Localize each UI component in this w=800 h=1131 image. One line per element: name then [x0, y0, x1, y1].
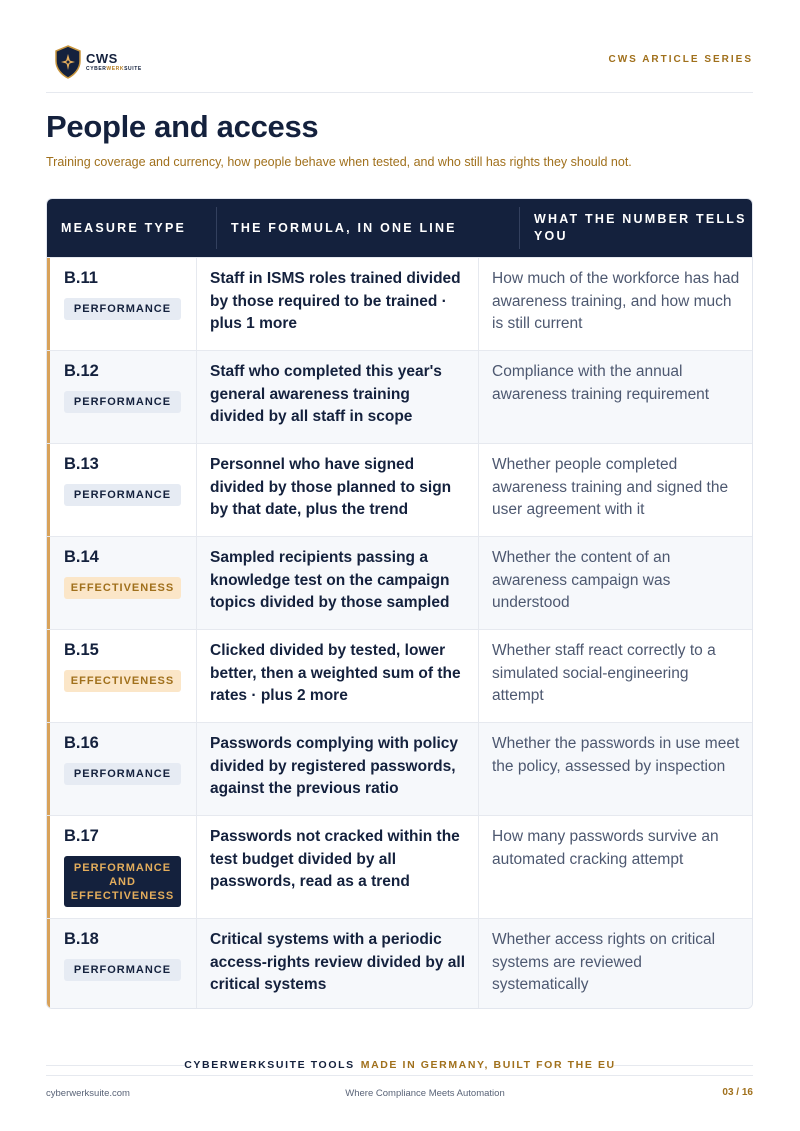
measure-type-badge: EFFECTIVENESS: [64, 577, 181, 599]
row-accent-bar: [47, 919, 50, 1009]
measure-meaning: Whether the passwords in use meet the policy, assessed by inspection: [492, 735, 740, 775]
measure-type-badge: PERFORMANCE AND EFFECTIVENESS: [64, 856, 181, 907]
measure-code: B.16: [64, 734, 99, 752]
article-series-label: CWS ARTICLE SERIES: [608, 54, 753, 65]
logo-subtitle: CYBERWERKSUITE: [86, 65, 142, 72]
measure-type-badge: PERFORMANCE: [64, 298, 181, 320]
table-row: [47, 536, 752, 629]
page-title: People and access: [46, 109, 319, 144]
measure-meaning: Whether people completed awareness training and signed the user agreement with it: [492, 456, 729, 519]
measure-code: B.17: [64, 827, 99, 845]
measure-meaning: How much of the workforce has had awareness training, and how much is still current: [492, 270, 740, 333]
brand-logo[interactable]: [54, 45, 142, 79]
measure-code: B.11: [64, 269, 98, 287]
row-accent-bar: [47, 816, 50, 918]
measure-formula: Staff in ISMS roles trained divided by those required to be trained · plus 1 more: [210, 270, 461, 333]
footer-brand: CYBERWERKSUITE TOOLS MADE IN GERMANY, BUILT FOR THE EU: [184, 1059, 616, 1071]
logo-wordmark: CWS: [86, 50, 118, 66]
measure-code: B.12: [64, 362, 99, 380]
measure-code: B.13: [64, 455, 99, 473]
row-accent-bar: [47, 630, 50, 722]
measure-meaning: Whether staff react correctly to a simulated social-engineering attempt: [492, 642, 716, 705]
measure-code: B.14: [64, 548, 99, 566]
footer-rule: [46, 1075, 753, 1076]
measure-type-badge: PERFORMANCE: [64, 391, 181, 413]
measure-type-badge: PERFORMANCE: [64, 484, 181, 506]
table-row: [47, 722, 752, 815]
page-number: 03 / 16: [722, 1087, 753, 1098]
measure-code: B.18: [64, 930, 99, 948]
measure-meaning: How many passwords survive an automated cracking attempt: [492, 828, 719, 868]
table-row: [47, 629, 752, 722]
row-accent-bar: [47, 723, 50, 815]
table-row: [47, 257, 752, 350]
measure-type-badge: EFFECTIVENESS: [64, 670, 181, 692]
measure-formula: Clicked divided by tested, lower better, then a weighted sum of the rates · plus 2 more: [210, 642, 461, 705]
measure-type-badge: PERFORMANCE: [64, 763, 181, 785]
measure-formula: Passwords not cracked within the test budget divided by all passwords, read as a trend: [210, 828, 460, 891]
table-row: [47, 815, 752, 918]
measure-formula: Critical systems with a periodic access-rights review divided by all critical systems: [210, 931, 466, 994]
shield-icon: [54, 45, 82, 79]
column-header-measure-type: MEASURE TYPE: [61, 220, 187, 235]
measure-formula: Personnel who have signed divided by those planned to sign by that date, plus the trend: [210, 456, 452, 519]
measure-meaning: Whether access rights on critical systems are reviewed systematically: [492, 931, 716, 994]
column-divider: [519, 207, 520, 249]
measure-code: B.15: [64, 641, 99, 659]
footer-motto: Where Compliance Meets Automation: [345, 1088, 505, 1099]
measure-formula: Staff who completed this year's general awareness training divided by all staff in scope: [210, 363, 442, 426]
column-header-formula: THE FORMULA, IN ONE LINE: [231, 220, 457, 235]
footer-website-link[interactable]: cyberwerksuite.com: [46, 1088, 130, 1099]
table-row: [47, 443, 752, 536]
row-accent-bar: [47, 537, 50, 629]
page-subtitle: Training coverage and currency, how people behave when tested, and who still has rights they should not.: [46, 155, 632, 169]
measure-formula: Sampled recipients passing a knowledge test on the campaign topics divided by those sampled: [210, 549, 450, 612]
row-accent-bar: [47, 444, 50, 536]
measure-meaning: Whether the content of an awareness campaign was understood: [492, 549, 671, 612]
table-row: [47, 350, 752, 443]
table-row: [47, 918, 752, 1009]
measure-type-badge: PERFORMANCE: [64, 959, 181, 981]
row-accent-bar: [47, 351, 50, 443]
measure-meaning: Compliance with the annual awareness training requirement: [492, 363, 710, 403]
row-accent-bar: [47, 258, 50, 350]
measure-formula: Passwords complying with policy divided by registered passwords, against the previous ratio: [210, 735, 459, 798]
measures-table: [46, 198, 753, 1009]
table-header: [47, 199, 752, 257]
column-divider: [216, 207, 217, 249]
page-header: [46, 40, 753, 93]
column-header-meaning: WHAT THE NUMBER TELLS YOU: [534, 212, 747, 243]
